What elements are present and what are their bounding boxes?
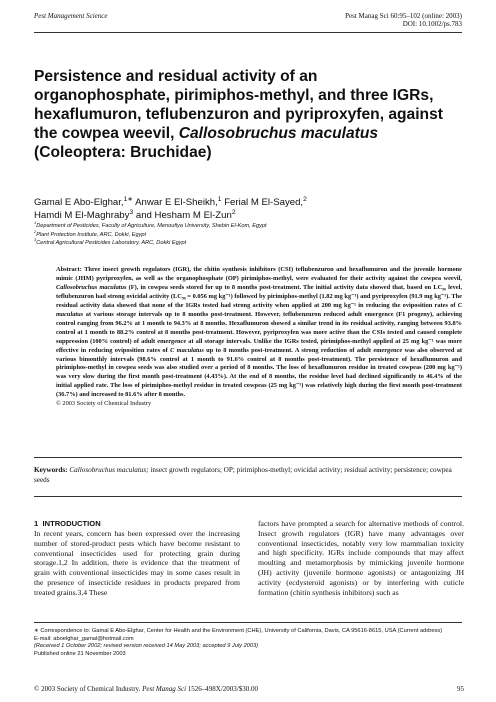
citation-block xyxy=(345,12,462,28)
abstract-copyright: © 2003 Society of Chemical Industry xyxy=(56,400,152,408)
section-title: INTRODUCTION xyxy=(42,519,101,528)
affiliation xyxy=(34,228,454,240)
keywords-rule xyxy=(34,496,462,497)
email: E-mail: aboelghar_gamal@hotmail.com xyxy=(34,635,134,642)
affiliation-num: 2 xyxy=(34,228,37,234)
body-column-left: In recent years, concern has been expressed over the increasing number of stored-product pests which have become resistant to conventional insecticides used for protecting grain during storage.1,2 In addition, there is evidence that the treatment of grain with conventional insecticides may in some cases result in the presence of insecticide residues in products prepared from treated grains.3,4 These xyxy=(34,529,240,597)
author-2-sup: 1 xyxy=(217,195,222,203)
abstract-label: Abstract: xyxy=(56,266,82,273)
author-2: Anwar E El-Sheikh, xyxy=(135,197,218,208)
affiliation xyxy=(34,239,454,248)
author-3-sup: 2 xyxy=(303,195,307,203)
title-main: Persistence and residual activity of an organophosphate, pirimiphos-methyl, and three IGRs, hexaflumuron, teflubenzuron and pyriproxyfen, against the cowpea weevil, xyxy=(34,68,443,142)
affiliation-text: Central Agricultural Pesticides Laboratory, ARC, Dokki Egypt xyxy=(36,240,187,247)
abstract-text: at various storage intervals up to 8 months post-treatment. However, teflubenzuron reduced adult emergence (F1 progeny), achieving control ranging from 96.2% at 1 month to 94.3% at 8 months. Hexaflumuron showed a similar trend in its residual activity, ranging between 93.8% control at 1 month to 88.2% control at 8 months post-treatment. However, pyriproxyfen was more active than the CSIs tested and caused complete suppression (100% control) of adult emergence at all storage intervals. Unlike the IGRs tested, pirimiphos-methyl applied at 25 mg kg⁻¹ was more effective in reducing oviposition rates of xyxy=(56,310,462,354)
author-3: Ferial M El-Sayed, xyxy=(224,197,304,208)
footnote xyxy=(34,628,464,658)
affiliation-text: Plant Protection Institute, ARC, Dokki, Egypt xyxy=(36,231,147,238)
abstract-species: C maculatus xyxy=(56,301,463,318)
affiliation xyxy=(34,222,454,231)
journal-name: Pest Management Science xyxy=(34,12,108,20)
abstract-text: Three insect growth regulators (IGR), the chitin synthesis inhibitors (CSI) teflubenzuron and hexaflumuron and the juvenile hormone mimic (JHM) pyriproxyfen, as well as the organophosphate (OP) pirimiphos-methyl, were evaluated for their activity against the cowpea weevil, xyxy=(56,266,462,282)
keywords xyxy=(34,466,462,485)
abstract-species: Callosobruchus maculatus xyxy=(56,283,127,291)
affiliation-text: Department of Pesticides, Faculty of Agriculture, Menoufiya University, Shebin El-Kom, Egypt xyxy=(36,223,267,229)
page-number: 95 xyxy=(457,685,464,693)
section-number: 1 xyxy=(34,519,39,528)
footer-issn: 1526–498X/2003/$30.00 xyxy=(187,685,258,693)
title-species: Callosobruchus maculatus xyxy=(178,125,379,142)
published-date: Published online 21 November 2003 xyxy=(34,650,126,657)
abstract-text: up to 8 months post-treatment. A strong reduction of adult emergence was also observed at various bimonthly intervals (98.6% control at 1 month to 91.6% control at 8 months post-treatment). The persistence of hexaflumuron and pirimiphos-methyl in cowpea seeds was also studied over a period of 8 months. The loss of hexaflumuron residue in treated cowpeas (200 mg kg⁻¹) was very slow during the first month post-treatment (4.43%). At the end of 8 months, the residue level had declined significantly to 46.4% of the initial applied rate. The loss of pirimiphos-methyl residue in treated cowpeas (25 mg kg⁻¹) was relatively high during the first month post-treatment (36.7%) and increased to 81.6% after 8 months. xyxy=(56,346,462,399)
doi: DOI: 10.1002/ps.783 xyxy=(402,20,462,28)
author-5-sup: 2 xyxy=(231,208,236,216)
title-tail: (Coleoptera: Bruchidae) xyxy=(34,144,212,161)
author-1: Gamal E Abo-Elghar, xyxy=(34,197,124,208)
author-list xyxy=(34,197,454,222)
affiliation-num: 1 xyxy=(34,220,37,226)
header-rule xyxy=(34,32,462,33)
section-heading xyxy=(34,519,101,528)
author-4-sup: 3 xyxy=(129,208,134,216)
article-title xyxy=(34,67,454,162)
citation: Pest Manag Sci 60:95–102 (online: 2003) xyxy=(345,12,462,20)
footer-copyright: © 2003 Society of Chemical Industry. xyxy=(34,685,141,693)
author-5: and Hesham M El-Zun xyxy=(135,209,232,221)
affiliation-num: 3 xyxy=(34,237,37,243)
abstract-text: (F), in cowpea seeds stored for up to 8 months post-treatment. The initial activity data showed that, based on LC₉₀ level, teflubenzuron had strong ovicidal activity (LC₉₀ = 0.056 mg kg⁻¹) followed by pirimiphos-methyl (1.82 mg kg⁻¹) and pyriproxyfen (91.9 mg kg⁻¹). The residual activity data showed that none of the IGRs tested had strong activity when applied at 200 mg kg⁻¹ in reducing the oviposition rates of xyxy=(56,283,462,309)
keywords-list: insect growth regulators; OP; pirimiphos-methyl; ovicidal activity; residual activity; persistence; cowpea seeds xyxy=(34,466,452,484)
abstract-species: C maculatus xyxy=(170,346,204,354)
correspondence: ∗ Correspondence to: Gamal E Abo-Elghar, Center for Health and the Environment (CHE), University of California, Davis, CA 95616-8615, USA (Current address) xyxy=(34,628,443,634)
footer-journal: Pest Manag Sci xyxy=(142,685,187,693)
keywords-label: Keywords: xyxy=(34,466,68,474)
keywords-species: Callosobruchus maculatus; xyxy=(69,466,149,474)
footnote-rule xyxy=(34,622,462,623)
received-dates: (Received 1 October 2002; revised version received 14 May 2003; accepted 9 July 2003) xyxy=(34,643,259,649)
body-column-right: factors have prompted a search for alternative methods of control. Insect growth regulators (IGR) have many advantages over conventional insecticides, notably very low mammalian toxicity and high specificity. IGRs include compounds that may affect moulting and metamorphosis by mimicking juvenile hormone (JH) activity (juvenile hormone agonists) or antagonizing JH activity (ecdysteroid agonists) or by interfering with cuticle formation (chitin synthesis inhibitors) such as xyxy=(258,519,464,597)
abstract xyxy=(56,266,462,409)
abstract-rule xyxy=(34,457,462,458)
affiliations xyxy=(34,222,454,248)
author-1-sup: 1∗ xyxy=(123,195,133,203)
author-4: Hamdi M El-Maghraby xyxy=(34,209,130,221)
page-footer xyxy=(34,685,464,693)
